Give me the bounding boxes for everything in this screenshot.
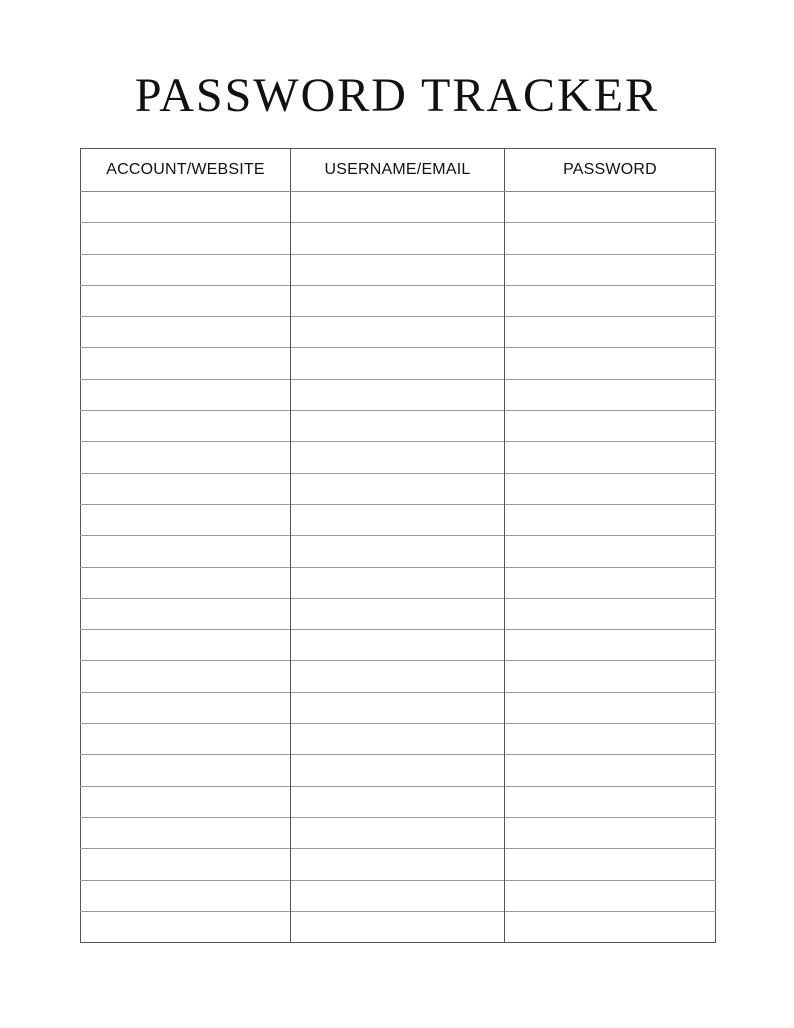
account-website-cell[interactable] xyxy=(81,661,291,692)
table-row xyxy=(81,348,716,379)
account-website-cell[interactable] xyxy=(81,285,291,316)
username-email-cell[interactable] xyxy=(291,504,505,535)
table-row xyxy=(81,849,716,880)
account-website-cell[interactable] xyxy=(81,411,291,442)
table-row xyxy=(81,598,716,629)
table-row xyxy=(81,317,716,348)
account-website-cell[interactable] xyxy=(81,254,291,285)
username-email-cell[interactable] xyxy=(291,692,505,723)
username-email-cell[interactable] xyxy=(291,880,505,911)
account-website-cell[interactable] xyxy=(81,630,291,661)
username-email-cell[interactable] xyxy=(291,755,505,786)
username-email-cell[interactable] xyxy=(291,317,505,348)
table-row xyxy=(81,192,716,223)
password-cell[interactable] xyxy=(505,192,716,223)
table-row xyxy=(81,442,716,473)
password-cell[interactable] xyxy=(505,786,716,817)
username-email-cell[interactable] xyxy=(291,567,505,598)
table-row xyxy=(81,724,716,755)
username-email-cell[interactable] xyxy=(291,223,505,254)
password-cell[interactable] xyxy=(505,504,716,535)
table-row xyxy=(81,411,716,442)
table-row xyxy=(81,786,716,817)
password-cell[interactable] xyxy=(505,849,716,880)
table-header-row xyxy=(81,149,716,192)
account-website-cell[interactable] xyxy=(81,317,291,348)
table-row xyxy=(81,692,716,723)
username-email-cell[interactable] xyxy=(291,379,505,410)
account-website-cell[interactable] xyxy=(81,849,291,880)
password-cell[interactable] xyxy=(505,379,716,410)
account-website-cell[interactable] xyxy=(81,348,291,379)
username-email-cell[interactable] xyxy=(291,442,505,473)
table-body xyxy=(81,192,716,943)
password-cell[interactable] xyxy=(505,598,716,629)
password-cell[interactable] xyxy=(505,567,716,598)
username-email-cell[interactable] xyxy=(291,473,505,504)
table-row xyxy=(81,536,716,567)
account-website-cell[interactable] xyxy=(81,473,291,504)
username-email-cell[interactable] xyxy=(291,285,505,316)
password-cell[interactable] xyxy=(505,317,716,348)
account-website-cell[interactable] xyxy=(81,880,291,911)
table-row xyxy=(81,223,716,254)
username-email-cell[interactable] xyxy=(291,536,505,567)
password-cell[interactable] xyxy=(505,911,716,942)
account-website-cell[interactable] xyxy=(81,817,291,848)
password-cell[interactable] xyxy=(505,411,716,442)
password-cell[interactable] xyxy=(505,630,716,661)
username-email-cell[interactable] xyxy=(291,411,505,442)
username-email-cell[interactable] xyxy=(291,254,505,285)
table-row xyxy=(81,379,716,410)
table-row xyxy=(81,254,716,285)
username-email-cell[interactable] xyxy=(291,786,505,817)
password-cell[interactable] xyxy=(505,254,716,285)
account-website-cell[interactable] xyxy=(81,536,291,567)
username-email-cell[interactable] xyxy=(291,911,505,942)
account-website-cell[interactable] xyxy=(81,192,291,223)
account-website-cell[interactable] xyxy=(81,504,291,535)
password-cell[interactable] xyxy=(505,442,716,473)
account-website-cell[interactable] xyxy=(81,442,291,473)
column-header-username-email: USERNAME/EMAIL xyxy=(291,149,505,192)
page-title: PASSWORD TRACKER xyxy=(134,69,660,122)
table-row xyxy=(81,661,716,692)
username-email-cell[interactable] xyxy=(291,849,505,880)
account-website-cell[interactable] xyxy=(81,724,291,755)
password-cell[interactable] xyxy=(505,724,716,755)
username-email-cell[interactable] xyxy=(291,630,505,661)
username-email-cell[interactable] xyxy=(291,598,505,629)
account-website-cell[interactable] xyxy=(81,598,291,629)
username-email-cell[interactable] xyxy=(291,724,505,755)
password-cell[interactable] xyxy=(505,348,716,379)
account-website-cell[interactable] xyxy=(81,786,291,817)
table-row xyxy=(81,880,716,911)
password-cell[interactable] xyxy=(505,661,716,692)
table-row xyxy=(81,630,716,661)
account-website-cell[interactable] xyxy=(81,755,291,786)
account-website-cell[interactable] xyxy=(81,692,291,723)
table-row xyxy=(81,911,716,942)
password-cell[interactable] xyxy=(505,536,716,567)
table-row xyxy=(81,285,716,316)
account-website-cell[interactable] xyxy=(81,379,291,410)
password-cell[interactable] xyxy=(505,692,716,723)
table-row xyxy=(81,567,716,598)
table-row xyxy=(81,755,716,786)
column-header-account-website: ACCOUNT/WEBSITE xyxy=(81,149,291,192)
password-cell[interactable] xyxy=(505,880,716,911)
username-email-cell[interactable] xyxy=(291,348,505,379)
password-cell[interactable] xyxy=(505,817,716,848)
account-website-cell[interactable] xyxy=(81,911,291,942)
table-row xyxy=(81,504,716,535)
password-cell[interactable] xyxy=(505,285,716,316)
table-row xyxy=(81,473,716,504)
username-email-cell[interactable] xyxy=(291,192,505,223)
password-tracker-table xyxy=(80,148,716,943)
password-cell[interactable] xyxy=(505,755,716,786)
account-website-cell[interactable] xyxy=(81,567,291,598)
account-website-cell[interactable] xyxy=(81,223,291,254)
username-email-cell[interactable] xyxy=(291,817,505,848)
column-header-password: PASSWORD xyxy=(505,149,716,192)
password-cell[interactable] xyxy=(505,223,716,254)
username-email-cell[interactable] xyxy=(291,661,505,692)
table-row xyxy=(81,817,716,848)
password-cell[interactable] xyxy=(505,473,716,504)
